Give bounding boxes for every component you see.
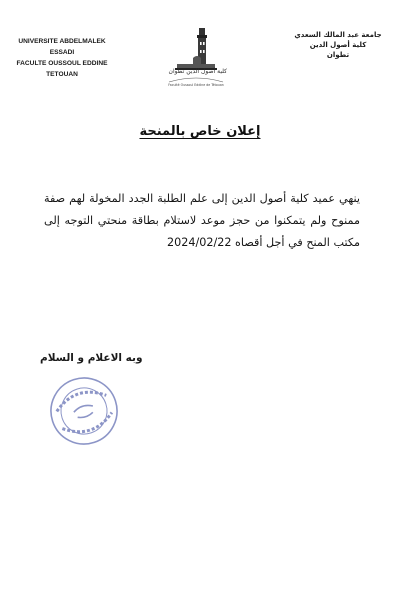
header-right-line-faculty: كلية أصول الدين <box>309 41 367 49</box>
header-left-line-faculty: FACULTE OUSSOUL EDDINE <box>16 60 108 67</box>
svg-text:Faculté Oussoul Eddine de Této: Faculté Oussoul Eddine de Tétouan <box>168 83 224 87</box>
header-left-line-university: UNIVERSITE ABDELMALEK ESSADI <box>18 38 106 56</box>
closing-salutation: وبه الاعلام و السلام <box>40 352 143 364</box>
faculty-tower-logo-icon <box>163 24 229 90</box>
announcement-title-text: إعلان خاص بالمنحة <box>139 124 261 139</box>
official-stamp-icon <box>46 373 122 449</box>
announcement-body: ينهي عميد كلية أصول الدين إلى علم الطلبة الجدد المخولة لهم صفة ممنوح ولم يتمكنوا من حجز موعد لاستلام بطاقة منحتي التوجه إلى مكتب المنح في أجل أقصاه 2024/02/22 <box>44 192 360 249</box>
faculty-logo <box>163 24 229 92</box>
logo-wordmark: كلية أصول الدين تطوان <box>168 68 227 75</box>
header-right-line-city: تطوان <box>326 51 350 59</box>
header-right-institution <box>288 30 388 60</box>
header-left-institution <box>8 36 116 80</box>
announcement-title <box>0 124 400 139</box>
header-left-line-city: TETOUAN <box>46 71 78 78</box>
official-stamp <box>46 373 122 449</box>
header-right-line-university: جامعة عبد المالك السعدي <box>294 31 382 39</box>
